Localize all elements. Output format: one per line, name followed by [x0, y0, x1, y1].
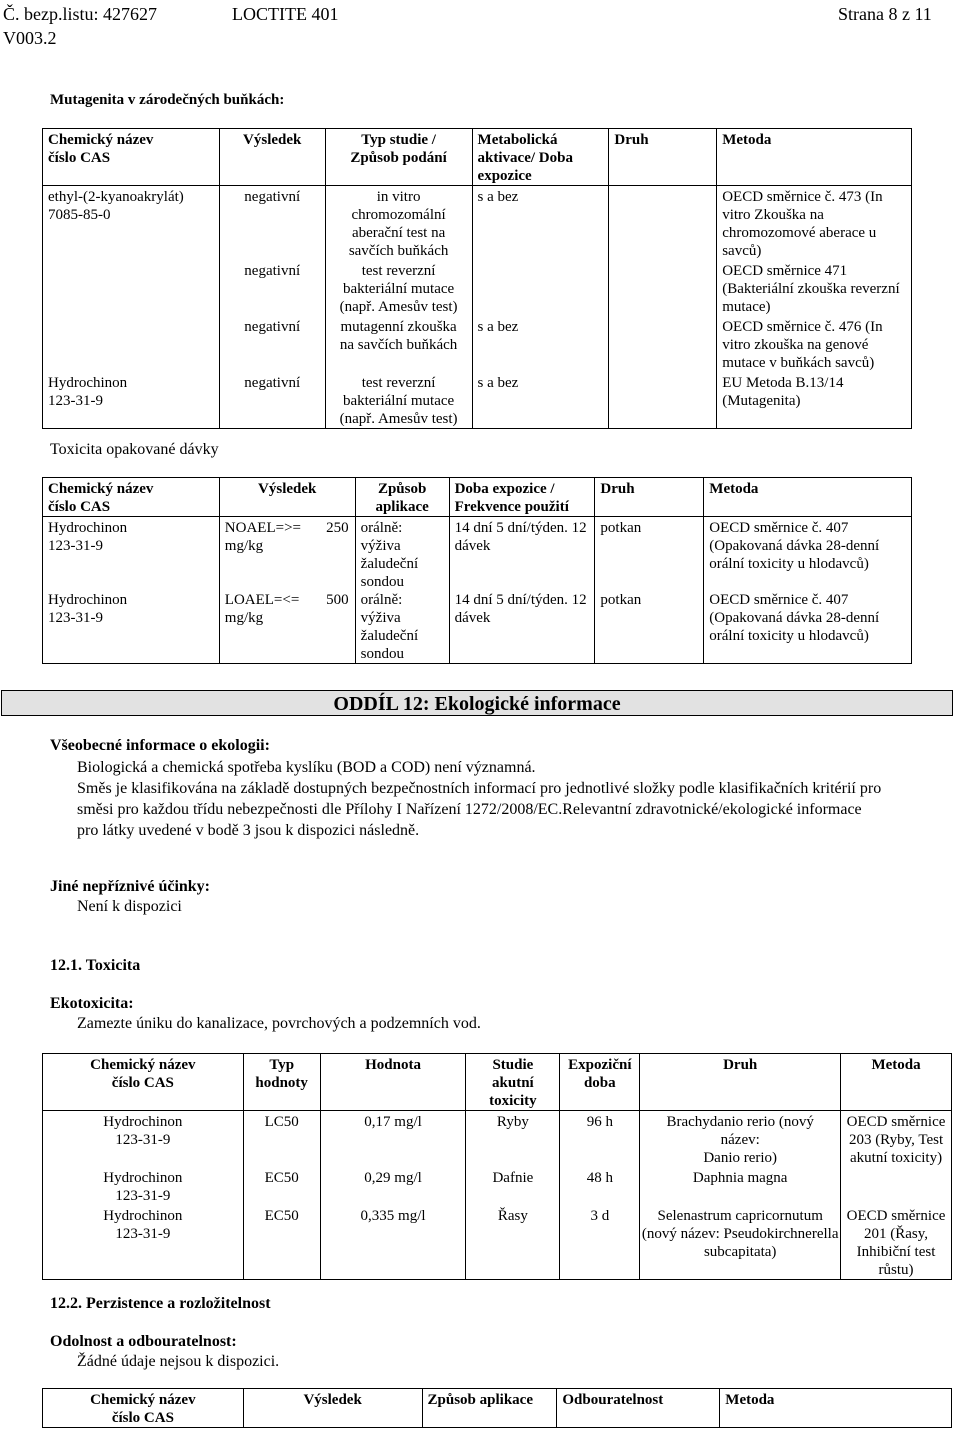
- result: NOAEL=>= mg/kg: [224, 520, 301, 554]
- col-header-method: Metoda: [704, 478, 912, 517]
- persistence-table: [42, 1388, 952, 1428]
- header-version: V003.2: [3, 28, 57, 48]
- species: [609, 316, 717, 372]
- chemical-name: Hydrochinon 123-31-9: [43, 591, 220, 664]
- ecotox-header-row: [43, 1054, 952, 1111]
- result: negativní: [219, 316, 325, 372]
- study: Ryby: [466, 1111, 560, 1168]
- result: LOAEL=<= mg/kg: [224, 592, 300, 626]
- col-header-application: Způsob aplikace: [422, 1389, 557, 1428]
- header-page: Strana 8 z 11: [838, 4, 932, 24]
- general-line: Směs je klasifikována na základě dostupných bezpečnostních informací pro jednotlivé složky podle klasifikačních kritérií pro: [77, 780, 882, 797]
- repeated-dose-header-row: [43, 478, 912, 517]
- study: Dafnie: [466, 1167, 560, 1205]
- species: [609, 186, 717, 261]
- ecotox-title: Ekotoxicita:: [50, 995, 134, 1012]
- value: 0,335 mg/l: [320, 1205, 466, 1280]
- result-cell: [219, 517, 355, 592]
- col-header-result: Výsledek: [243, 1389, 422, 1428]
- mutagenicity-title: Mutagenita v zárodečných buňkách:: [50, 92, 285, 108]
- degradability-text: Žádné údaje nejsou k dispozici.: [77, 1353, 280, 1370]
- col-header-method: Metoda: [841, 1054, 952, 1111]
- species: [609, 260, 717, 316]
- col-header-result: Výsledek: [219, 478, 355, 517]
- result: negativní: [219, 186, 325, 261]
- duration: 14 dní 5 dní/týden. 12 dávek: [449, 591, 595, 664]
- ecotox-text: Zamezte úniku do kanalizace, povrchových a podzemních vod.: [77, 1015, 481, 1032]
- study: Řasy: [466, 1205, 560, 1280]
- toxicity-title: 12.1. Toxicita: [50, 957, 141, 974]
- chemical-name: Hydrochinon 123-31-9: [43, 1167, 244, 1205]
- general-line: Biologická a chemická spotřeba kyslíku (BOD a COD) není významná.: [77, 759, 536, 776]
- chemical-name: Hydrochinon 123-31-9: [43, 517, 220, 592]
- col-header-time: Expoziční doba: [560, 1054, 640, 1111]
- study-type: test reverzní bakteriální mutace (např. Amesův test): [325, 260, 472, 316]
- col-header-study: Studie akutní toxicity: [466, 1054, 560, 1111]
- col-header-species: Druh: [640, 1054, 841, 1111]
- method: OECD směrnice č. 476 (In vitro zkouška na genové mutace v buňkách savců): [717, 316, 912, 372]
- col-header-method: Metoda: [720, 1389, 952, 1428]
- activation: [472, 260, 609, 316]
- result: negativní: [219, 372, 325, 429]
- activation: s a bez: [472, 372, 609, 429]
- col-header-name: Chemický název číslo CAS: [43, 478, 220, 517]
- result: negativní: [219, 260, 325, 316]
- table-row: [43, 1205, 952, 1280]
- col-header-value: Hodnota: [320, 1054, 466, 1111]
- other-effects-text: Není k dispozici: [77, 898, 182, 915]
- study-type: in vitro chromozomální aberační test na savčích buňkách: [325, 186, 472, 261]
- persistence-header-row: [43, 1389, 952, 1428]
- activation: s a bez: [472, 186, 609, 261]
- col-header-result: Výsledek: [219, 129, 325, 186]
- col-header-name: Chemický název číslo CAS: [43, 1389, 244, 1428]
- general-line: směsi pro každou třídu nebezpečnosti dle Přílohy I Nařízení 1272/2008/EC.Relevantní zdravotnické/ekologické informace: [77, 801, 862, 818]
- species: [609, 372, 717, 429]
- general-ecology-text: [77, 757, 957, 841]
- method: [841, 1167, 952, 1205]
- value: 0,29 mg/l: [320, 1167, 466, 1205]
- method: OECD směrnice č. 407 (Opakovaná dávka 28-denní orální toxicity u hlodavců): [704, 591, 912, 664]
- method: OECD směrnice 471 (Bakteriální zkouška reverzní mutace): [717, 260, 912, 316]
- value: 0,17 mg/l: [320, 1111, 466, 1168]
- route: orálně: výživa žaludeční sondou: [355, 591, 449, 664]
- table-row: [43, 517, 912, 592]
- mutagenicity-header-row: [43, 129, 912, 186]
- degradability-title: Odolnost a odbouratelnost:: [50, 1333, 237, 1350]
- section-heading-text: ODDÍL 12: Ekologické informace: [333, 693, 621, 715]
- species: Daphnia magna: [640, 1167, 841, 1205]
- duration: 14 dní 5 dní/týden. 12 dávek: [449, 517, 595, 592]
- exposure-time: 3 d: [560, 1205, 640, 1280]
- general-line: pro látky uvedené v bodě 3 jsou k dispozici následně.: [77, 822, 420, 839]
- repeated-dose-title: Toxicita opakované dávky: [50, 441, 219, 458]
- header-product: LOCTITE 401: [232, 4, 339, 24]
- ecotox-table: [42, 1053, 952, 1280]
- species: potkan: [595, 591, 704, 664]
- result-cell: [219, 591, 355, 664]
- col-header-name: Chemický název číslo CAS: [43, 129, 220, 186]
- col-header-method: Metoda: [717, 129, 912, 186]
- method: OECD směrnice 203 (Ryby, Test akutní toxicity): [841, 1111, 952, 1168]
- method: OECD směrnice 201 (Řasy, Inhibiční test růstu): [841, 1205, 952, 1280]
- species: Brachydanio rerio (nový název: Danio rerio): [640, 1111, 841, 1168]
- col-header-species: Druh: [609, 129, 717, 186]
- col-header-activation: Metabolická aktivace/ Doba expozice: [472, 129, 609, 186]
- col-header-degradability: Odbouratelnost: [557, 1389, 720, 1428]
- repeated-dose-table: [42, 477, 912, 664]
- col-header-name: Chemický název číslo CAS: [43, 1054, 244, 1111]
- value-type: LC50: [243, 1111, 320, 1168]
- method: EU Metoda B.13/14 (Mutagenita): [717, 372, 912, 429]
- exposure-time: 96 h: [560, 1111, 640, 1168]
- header-sheet-no: Č. bezp.listu: 427627: [3, 4, 157, 24]
- table-row: [43, 186, 912, 261]
- table-row: [43, 1111, 952, 1168]
- result-value: 500: [326, 592, 349, 608]
- table-row: [43, 591, 912, 664]
- table-row: [43, 1167, 952, 1205]
- chemical-name: Hydrochinon 123-31-9: [43, 372, 220, 429]
- col-header-type: Typ hodnoty: [243, 1054, 320, 1111]
- activation: s a bez: [472, 316, 609, 372]
- species: Selenastrum capricornutum (nový název: Pseudokirchnerella subcapitata): [640, 1205, 841, 1280]
- section-heading: [1, 690, 953, 716]
- col-header-study: Typ studie / Způsob podání: [325, 129, 472, 186]
- persistence-title: 12.2. Perzistence a rozložitelnost: [50, 1295, 271, 1312]
- species: potkan: [595, 517, 704, 592]
- study-type: mutagenní zkouška na savčích buňkách: [325, 316, 472, 372]
- method: OECD směrnice č. 407 (Opakovaná dávka 28-denní orální toxicity u hlodavců): [704, 517, 912, 592]
- study-type: test reverzní bakteriální mutace (např. Amesův test): [325, 372, 472, 429]
- mutagenicity-table: [42, 128, 912, 429]
- route: orálně: výživa žaludeční sondou: [355, 517, 449, 592]
- chemical-name: Hydrochinon 123-31-9: [43, 1205, 244, 1280]
- value-type: EC50: [243, 1205, 320, 1280]
- result-value: 250: [326, 520, 349, 536]
- chemical-name: ethyl-(2-kyanoakrylát) 7085-85-0: [43, 186, 220, 373]
- col-header-duration: Doba expozice / Frekvence použití: [449, 478, 595, 517]
- other-effects-title: Jiné nepříznivé účinky:: [50, 878, 211, 895]
- table-row: [43, 372, 912, 429]
- general-ecology-title: Všeobecné informace o ekologii:: [50, 737, 270, 754]
- exposure-time: 48 h: [560, 1167, 640, 1205]
- value-type: EC50: [243, 1167, 320, 1205]
- chemical-name: Hydrochinon 123-31-9: [43, 1111, 244, 1168]
- col-header-species: Druh: [595, 478, 704, 517]
- col-header-route: Způsob aplikace: [355, 478, 449, 517]
- method: OECD směrnice č. 473 (In vitro Zkouška na chromozomové aberace u savců): [717, 186, 912, 261]
